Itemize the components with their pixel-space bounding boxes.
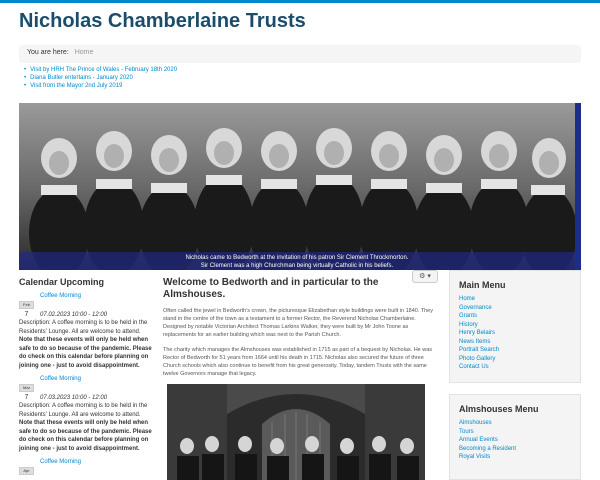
- menu-link[interactable]: Photo Gallery: [459, 355, 496, 362]
- menu-link[interactable]: Governance: [459, 304, 492, 311]
- menu-item-home: [459, 295, 571, 304]
- event-note: Note that these events will only be held when safe to do so because of the pandemic. Please do check on this calendar before planning on joining one - just to avoid disappointment.: [19, 420, 152, 452]
- menu-link[interactable]: News Items: [459, 338, 491, 345]
- date-badge-day: 7: [24, 311, 29, 318]
- menu-link[interactable]: Grants: [459, 313, 478, 319]
- menu-link[interactable]: Henry Belairs: [459, 330, 496, 336]
- banner-caption-line: Nicholas came to Bedworth at the invitation of his patron Sir Clement Throckmorton.: [185, 255, 409, 261]
- event-description: [19, 402, 154, 453]
- banner-photo: [19, 103, 575, 270]
- menu-item-becoming-resident: [459, 445, 571, 454]
- menu-item-governance: [459, 304, 571, 313]
- menu-item-henry-belairs: [459, 329, 571, 338]
- calendar-event: [19, 293, 154, 370]
- almshouses-menu-list: [459, 419, 571, 462]
- banner-caption-line: Sir Clement was a high Churchman being virtually Catholic in his beliefs.: [200, 262, 394, 269]
- menu-link[interactable]: Contact Us: [459, 364, 489, 370]
- menu-item-news-items: [459, 338, 571, 347]
- menu-item-royal-visits: [459, 453, 571, 462]
- breadcrumb-label: You are here:: [27, 49, 69, 56]
- banner-edge: [575, 103, 581, 270]
- event-title-link[interactable]: Coffee Morning: [40, 293, 81, 299]
- article-photo: [167, 384, 425, 480]
- almshouses-menu: [449, 394, 581, 480]
- caret-down-icon: ▾: [427, 273, 431, 280]
- article-paragraph: The charity which manages the Almshouses was established in 1715 as part of a bequest by Nicholas. He was Rector of Bedworth for 51 years from 1664 until his death in 1715. Nicholas also secured the future of three Church schools which also continue to benefit from his great generosity. Today, tandem Trusts with the same twelve Governors manage that legacy.: [163, 347, 433, 377]
- news-list: [24, 67, 177, 91]
- menu-link[interactable]: Annual Events: [459, 437, 498, 443]
- menu-link[interactable]: Becoming a Resident: [459, 445, 517, 452]
- news-link[interactable]: Visit from the Mayor 2nd July 2019: [30, 83, 123, 89]
- menu-link[interactable]: Home: [459, 296, 476, 302]
- menu-link[interactable]: Almshouses: [459, 420, 492, 426]
- news-link[interactable]: Visit by HRH The Prince of Wales - February 18th 2020: [30, 67, 178, 73]
- menu-link[interactable]: Royal Visits: [459, 454, 491, 460]
- news-link[interactable]: Diana Butler entertains - January 2020: [30, 75, 133, 81]
- menu-item-portrait-search: [459, 346, 571, 355]
- event-title-link[interactable]: Coffee Morning: [40, 376, 81, 382]
- menu-item-history: [459, 321, 571, 330]
- main-menu-list: [459, 295, 571, 372]
- news-item: [24, 67, 177, 73]
- banner-image: [19, 103, 581, 270]
- calendar-event: [19, 459, 154, 477]
- almshouses-menu-heading: Almshouses Menu: [459, 404, 539, 414]
- event-time: 07.03.2023 10:00 - 12:00: [40, 395, 108, 401]
- news-item: [24, 75, 177, 81]
- site-title[interactable]: Nicholas Chamberlaine Trusts: [19, 10, 306, 32]
- article: [163, 277, 438, 385]
- event-time: 07.02.2023 10:00 - 12:00: [40, 312, 108, 318]
- menu-item-photo-gallery: [459, 355, 571, 364]
- menu-item-annual-events: [459, 436, 571, 445]
- menu-item-contact-us: [459, 363, 571, 372]
- menu-link[interactable]: Tours: [459, 428, 474, 435]
- date-badge-month: Apr: [19, 467, 34, 475]
- calendar-heading: Calendar Upcoming: [19, 277, 105, 287]
- date-badge-month: Mar: [19, 384, 34, 392]
- event-description: [19, 319, 154, 370]
- main-menu: [449, 270, 581, 383]
- menu-link[interactable]: History: [459, 321, 478, 328]
- article-paragraph: Often called the jewel in Bedworth's crown, the picturesque Elizabethan style buildings were built in 1840. They stand in the centre of the town as a testament to a former Rector, the Reverend Nicholas Chamberlaine. Designed by notable Victorian Architect Thomas Larkins Walker, they were built by Mr John Toone as replacements for an earlier building which was next to the Parish Church.: [163, 308, 433, 338]
- menu-link[interactable]: Portrait Search: [459, 347, 500, 353]
- menu-item-tours: [459, 428, 571, 437]
- calendar-module: [19, 277, 154, 480]
- news-item: [24, 83, 177, 89]
- main-menu-heading: Main Menu: [459, 280, 506, 290]
- gear-icon: ⚙: [419, 273, 426, 280]
- article-title: Welcome to Bedworth and in particular to the Almshouses.: [163, 277, 379, 300]
- menu-item-grants: [459, 312, 571, 321]
- event-desc-text: Description: A coffee morning is to be held in the Residents' Lounge. All are welcome to attend.: [19, 320, 148, 335]
- date-badge-month: Feb: [19, 301, 34, 309]
- event-title-link[interactable]: Coffee Morning: [40, 459, 81, 465]
- event-desc-text: Description: A coffee morning is to be held in the Residents' Lounge. All are welcome to attend.: [19, 403, 148, 418]
- calendar-event: [19, 376, 154, 453]
- menu-item-almshouses: [459, 419, 571, 428]
- breadcrumb-home: Home: [74, 49, 94, 56]
- event-note: Note that these events will only be held when safe to do so because of the pandemic. Please do check on this calendar before planning on joining one - just to avoid disappointment.: [19, 337, 152, 369]
- top-accent-bar: [0, 0, 600, 3]
- breadcrumb: [19, 45, 581, 63]
- date-badge-day: 7: [24, 394, 29, 401]
- almshouse-photo: [167, 384, 425, 480]
- banner-caption: [19, 252, 575, 270]
